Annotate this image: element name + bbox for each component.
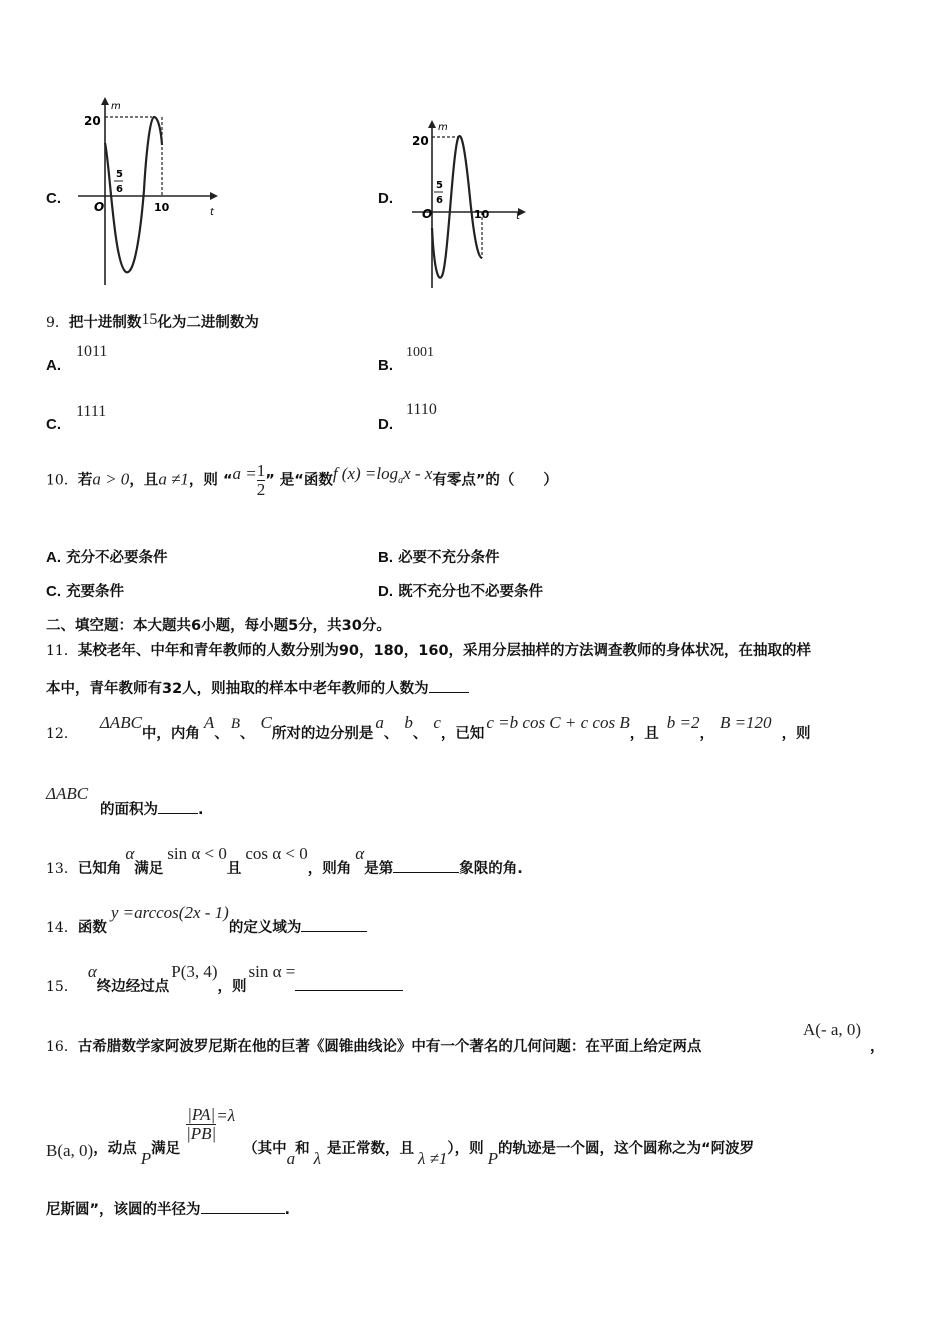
q8-option-d-label: D. — [378, 190, 393, 207]
q16-fraction: $\frac{|PA|}{|PB|}$ — [186, 1105, 217, 1143]
q10-fraction: $\frac{1}{2}$ — [256, 461, 266, 499]
q14-answer-blank[interactable] — [301, 919, 367, 932]
q10-option-d: D. 既不充分也不必要条件 — [378, 583, 544, 600]
q10-option-a: A. 充分不必要条件 — [46, 549, 168, 566]
frac-num: 5 — [436, 180, 443, 191]
q9-option-a-value: 1011 — [76, 343, 108, 360]
y-axis-label: m — [111, 101, 121, 112]
y-axis-label: m — [438, 122, 448, 133]
x-arrow-icon — [210, 192, 218, 200]
q16-comma: ， — [870, 1039, 885, 1055]
q9-option-b-value: 1001 — [406, 345, 434, 360]
x-axis-label: t — [516, 211, 520, 222]
q9-option-b-label: B. — [378, 357, 393, 374]
q15-stem: 15．α终边经过点P(3, 4)，则sin α = — [46, 961, 403, 982]
q16-line3: 尼斯圆”，该圆的半径为 . — [46, 1202, 291, 1218]
y-tick-label: 20 — [412, 134, 429, 148]
q8-option-d-graph — [400, 118, 530, 293]
q16-line2: B(a, 0)，动点 P满足 $\frac{|PA|}{|PB|}$ =λ（其中a和 λ 是正常数，且 λ ≠1），则 P的轨迹是一个圆，这个圆称之为“阿波罗 — [46, 1105, 755, 1168]
q14-stem: 14．函数y =arccos(2x - 1)的定义域为 — [46, 902, 367, 923]
q9-option-d-value: 1110 — [406, 401, 437, 418]
curve — [105, 117, 162, 272]
q8-option-c-label: C. — [46, 190, 61, 207]
y-arrow-icon — [428, 120, 436, 128]
q11-line2: 本中，青年教师有32人，则抽取的样本中老年教师的人数为 — [46, 677, 469, 698]
q12-line2: ΔABC 的面积为 . — [46, 784, 204, 818]
q13-answer-blank[interactable] — [393, 860, 459, 873]
frac-num: 5 — [116, 169, 123, 180]
curve — [432, 136, 482, 278]
q16-answer-blank[interactable] — [201, 1201, 285, 1214]
q10-stem: 10．若a > 0，且a ≠1，则 “a = $\frac{1}{2}$ ” 是“函数f (x) =logax - x有零点”的（ ） — [46, 461, 558, 499]
q9-option-c-label: C. — [46, 416, 61, 433]
q12-answer-blank[interactable] — [158, 801, 198, 814]
q16-point-a: A(- a, 0) — [803, 1020, 862, 1039]
x-tick-label: 10 — [474, 208, 490, 221]
q8-option-c-graph — [70, 95, 220, 290]
frac-den: 6 — [116, 184, 123, 195]
q9-option-a-label: A. — [46, 357, 61, 374]
x-tick-label: 10 — [154, 201, 170, 214]
y-tick-label: 20 — [84, 114, 101, 128]
q16-line1: 16．古希腊数学家阿波罗尼斯在他的巨著《圆锥曲线论》中有一个著名的几何问题：在平面上给定两点 — [46, 1039, 702, 1055]
y-arrow-icon — [101, 97, 109, 105]
q10-option-c: C. 充要条件 — [46, 583, 125, 600]
x-axis-label: t — [210, 207, 214, 218]
q13-stem: 13．已知角α满足sin α < 0且cos α < 0，则角α是第 象限的角. — [46, 844, 523, 877]
q11-answer-blank[interactable] — [429, 680, 469, 693]
frac-den: 6 — [436, 195, 443, 206]
origin-label: O — [94, 200, 105, 214]
q15-answer-blank[interactable] — [295, 978, 403, 991]
q11-line1: 11．某校老年、中年和青年教师的人数分别为90，180，160，采用分层抽样的方法调查教师的身体状况，在抽取的样 — [46, 643, 812, 659]
q9-option-d-label: D. — [378, 416, 393, 433]
q10-option-b: B. 必要不充分条件 — [378, 549, 500, 566]
origin-label: O — [422, 207, 433, 221]
q9-option-c-value: 1111 — [76, 403, 107, 420]
q12-line1: 12．ΔABC中，内角A、B、C所对的边分别是a、b、c，已知c =b cos C + c cos B，且b =2，B =120，则 — [46, 713, 811, 742]
section-2-title: 二、填空题：本大题共6小题，每小题5分，共30分。 — [46, 618, 391, 634]
q9-stem: 9．把十进制数15化为二进制数为 — [46, 311, 259, 331]
